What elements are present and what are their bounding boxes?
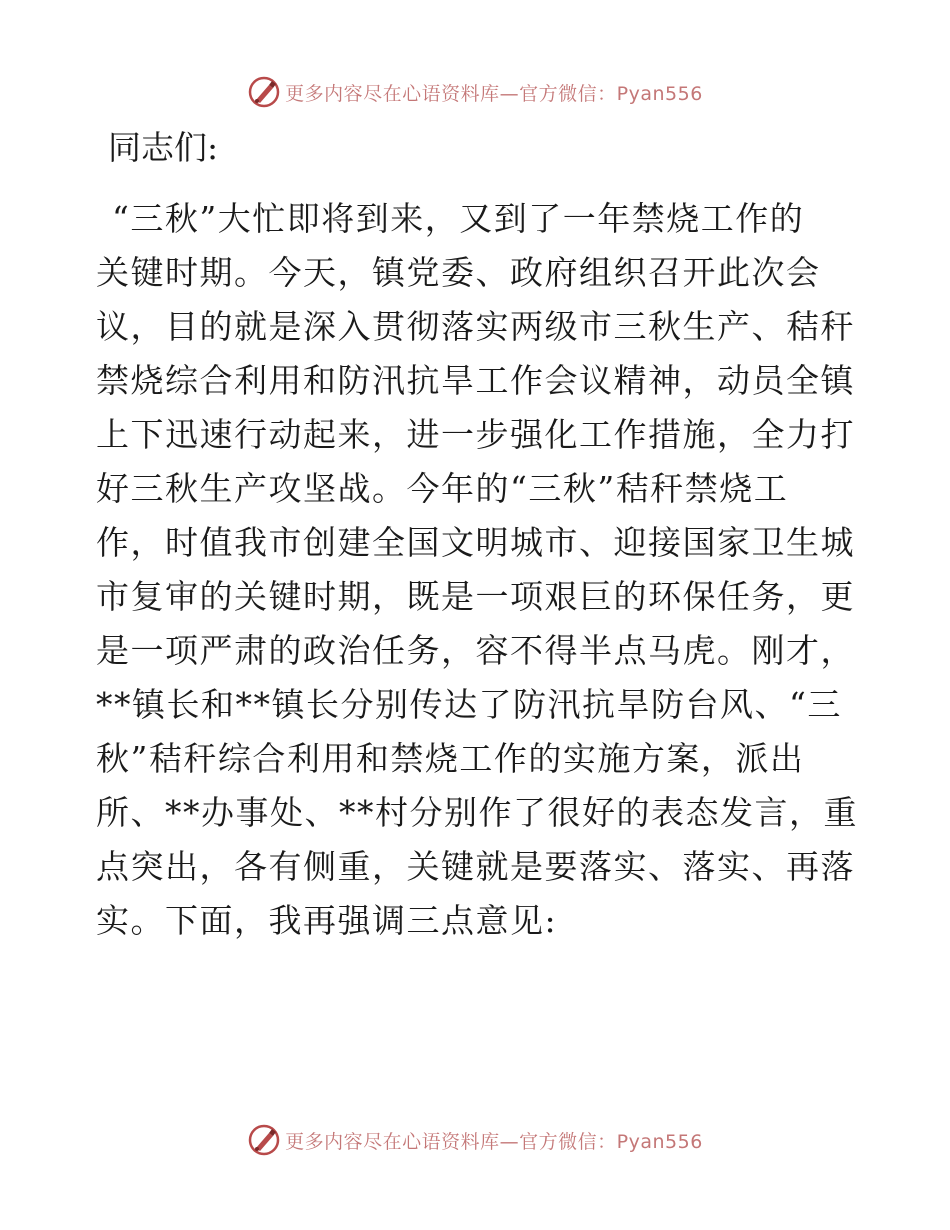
paragraph-line: 禁烧综合利用和防汛抗旱工作会议精神，动员全镇 — [96, 361, 855, 400]
paragraph-line: “三秋”大忙即将到来，又到了一年禁烧工作的 — [112, 199, 805, 238]
document-body — [96, 124, 866, 948]
paragraph-line: **镇长和**镇长分别传达了防汛抗旱防台风、“三 — [96, 685, 842, 724]
paragraph — [96, 192, 866, 948]
paragraph-line: 所、**办事处、**村分别作了很好的表态发言，重 — [96, 793, 858, 832]
paragraph-line: 秋”秸秆综合利用和禁烧工作的实施方案，派出 — [96, 739, 805, 778]
paragraph-line: 点突出，各有侧重，关键就是要落实、落实、再落 — [96, 847, 855, 886]
paragraph-line: 是一项严肃的政治任务，容不得半点马虎。刚才， — [96, 631, 855, 670]
pen-circle-logo-icon — [247, 75, 281, 109]
paragraph-line: 好三秋生产攻坚战。今年的“三秋”秸秆禁烧工 — [96, 469, 789, 508]
paragraph-line: 作，时值我市创建全国文明城市、迎接国家卫生城 — [96, 523, 855, 562]
paragraph-line: 关键时期。今天，镇党委、政府组织召开此次会 — [96, 253, 821, 292]
pen-circle-logo-icon — [247, 1123, 281, 1157]
paragraph-line: 实。下面，我再强调三点意见: — [96, 901, 558, 940]
paragraph-line: 市复审的关键时期，既是一项艰巨的环保任务，更 — [96, 577, 855, 616]
salutation: 同志们: — [108, 128, 219, 167]
watermark-text: 更多内容尽在心语资料库—官方微信：Pyan556 — [285, 82, 703, 105]
header-watermark — [0, 72, 950, 112]
footer-watermark — [0, 1120, 950, 1160]
watermark-text: 更多内容尽在心语资料库—官方微信：Pyan556 — [285, 1130, 703, 1153]
paragraph-line: 议，目的就是深入贯彻落实两级市三秋生产、秸秆 — [96, 307, 855, 346]
paragraph-line: 上下迅速行动起来，进一步强化工作措施，全力打 — [96, 415, 855, 454]
